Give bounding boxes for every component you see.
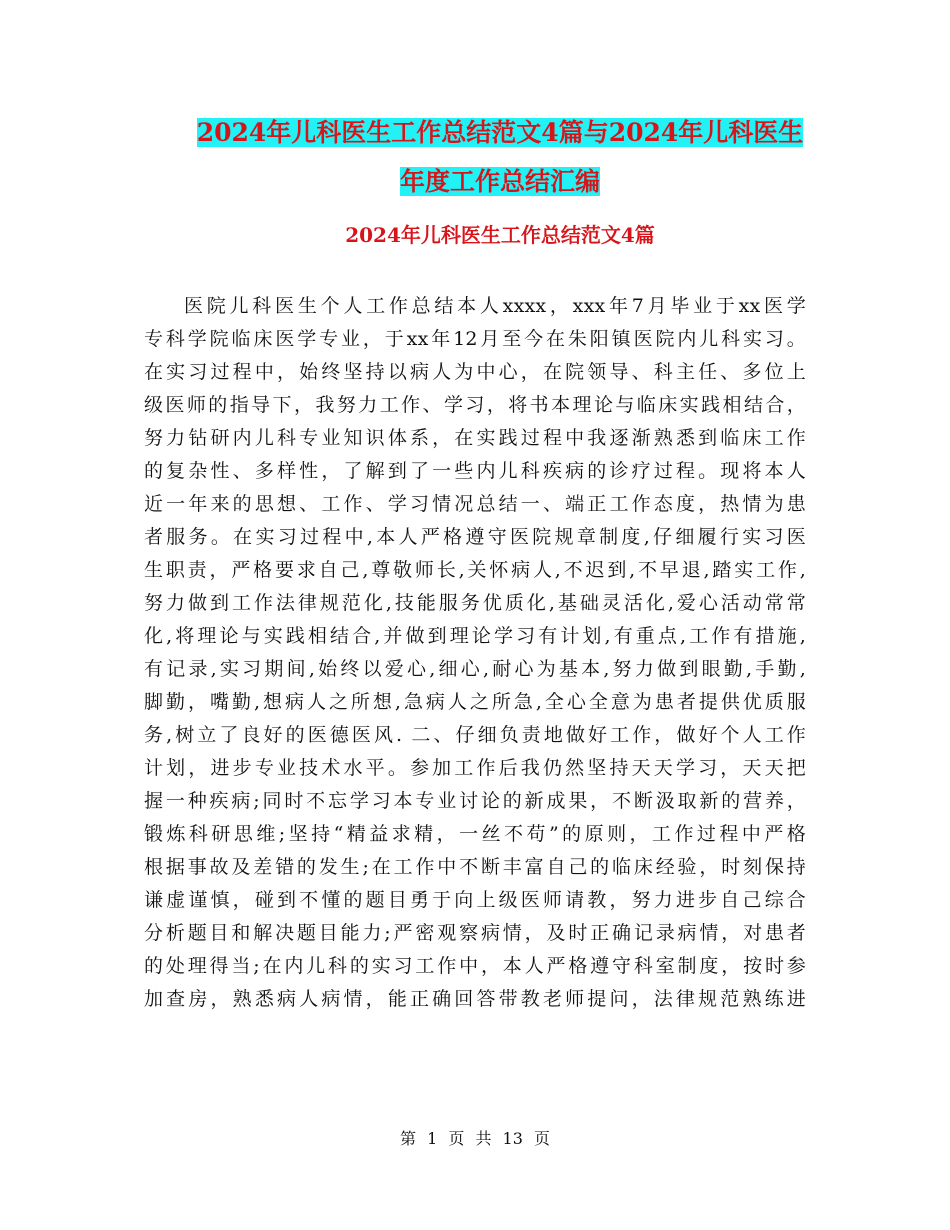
document-title [140, 108, 860, 206]
document-title-line-2: 年度工作总结汇编 [399, 167, 600, 196]
body-line: 近一年来的思想、工作、学习情况总结一、端正工作态度，热情为患 [144, 493, 806, 515]
body-line: 脚勤，嘴勤,想病人之所想,急病人之所急,全心全意为患者提供优质服 [144, 691, 806, 713]
body-line: 努力做到工作法律规范化,技能服务优质化,基础灵活化,爱心活动常常 [144, 592, 806, 614]
body-line: 者服务。在实习过程中,本人严格遵守医院规章制度,仔细履行实习医 [144, 526, 806, 548]
body-line: 锻炼科研思维;坚持“精益求精，一丝不苟”的原则，工作过程中严格 [144, 823, 806, 845]
body-line: 分析题目和解决题目能力;严密观察病情，及时正确记录病情，对患者 [144, 922, 806, 944]
section-title: 2024年儿科医生工作总结范文4篇 [345, 223, 655, 247]
body-line: 化,将理论与实践相结合,并做到理论学习有计划,有重点,工作有措施, [144, 625, 806, 647]
body-line: 级医师的指导下，我努力工作、学习，将书本理论与临床实践相结合， [144, 394, 806, 416]
body-line: 医院儿科医生个人工作总结本人xxxx，xxx年7月毕业于xx医学 [184, 295, 806, 317]
body-line: 加查房，熟悉病人病情，能正确回答带教老师提问，法律规范熟练进 [144, 988, 806, 1010]
body-line: 务,树立了良好的医德医风. 二、仔细负责地做好工作，做好个人工作 [144, 724, 806, 746]
body-line: 努力钻研内儿科专业知识体系，在实践过程中我逐渐熟悉到临床工作 [144, 427, 806, 449]
body-paragraph [144, 290, 806, 1016]
body-line: 的复杂性、多样性，了解到了一些内儿科疾病的诊疗过程。现将本人 [144, 460, 806, 482]
document-title-line-1: 2024年儿科医生工作总结范文4篇与2024年儿科医生 [196, 118, 804, 147]
body-line: 有记录,实习期间,始终以爱心,细心,耐心为基本,努力做到眼勤,手勤, [144, 658, 806, 680]
page-footer: 第 1 页 共 13 页 [400, 1129, 550, 1148]
body-line: 根据事故及差错的发生;在工作中不断丰富自己的临床经验，时刻保持 [144, 856, 806, 878]
body-line: 生职责，严格要求自己,尊敬师长,关怀病人,不迟到,不早退,踏实工作, [144, 559, 806, 581]
body-line: 计划，进步专业技术水平。参加工作后我仍然坚持天天学习，天天把 [144, 757, 806, 779]
body-line: 在实习过程中，始终坚持以病人为中心，在院领导、科主任、多位上 [144, 361, 806, 383]
body-line: 谦虚谨慎，碰到不懂的题目勇于向上级医师请教，努力进步自己综合 [144, 889, 806, 911]
body-line: 专科学院临床医学专业，于xx年12月至今在朱阳镇医院内儿科实习。 [144, 328, 806, 350]
body-line: 的处理得当;在内儿科的实习工作中，本人严格遵守科室制度，按时参 [144, 955, 806, 977]
body-line: 握一种疾病;同时不忘学习本专业讨论的新成果，不断汲取新的营养， [144, 790, 806, 812]
